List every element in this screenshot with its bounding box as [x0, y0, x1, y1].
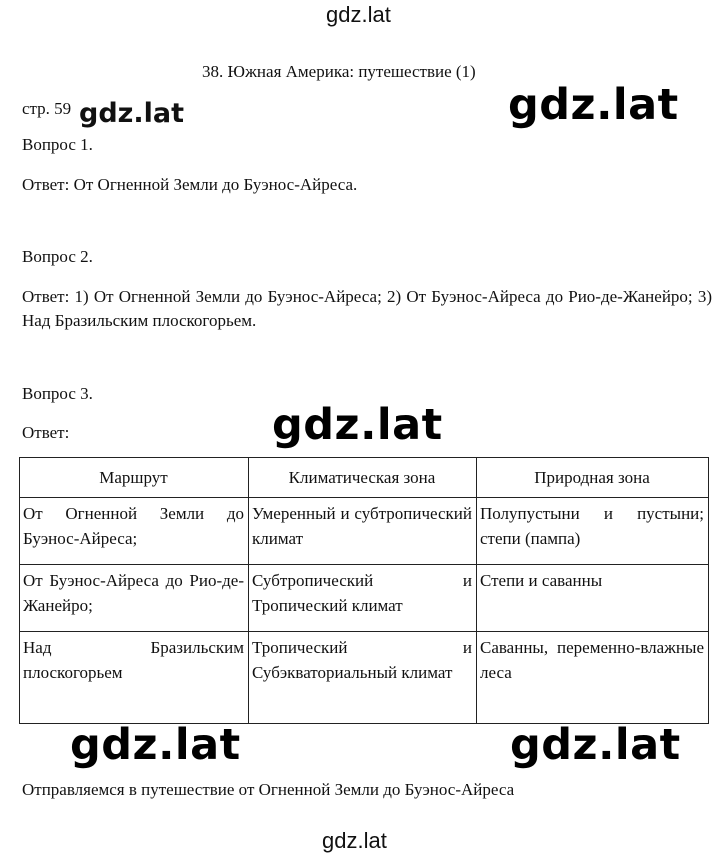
page-reference: стр. 59: [22, 99, 72, 118]
question-3-answer: Ответ:: [22, 423, 70, 442]
watermark-right: gdz.lat: [508, 80, 679, 130]
watermark-footer: gdz.lat: [322, 828, 387, 853]
closing-text: Отправляемся в путешествие от Огненной Земли до Буэнос-Айреса: [22, 780, 515, 799]
table-cell-natural-zone: Саванны, переменно-влажные леса: [477, 632, 709, 724]
table-cell-route: От Огненной Земли до Буэнос-Айреса;: [20, 498, 249, 565]
watermark-center: gdz.lat: [272, 400, 443, 450]
table-header-natural-zone: Природная зона: [477, 458, 709, 498]
table-header-climate: Климатическая зона: [249, 458, 477, 498]
watermark-top: gdz.lat: [326, 2, 391, 27]
table-row: [20, 632, 709, 724]
table-cell-climate: Тропический и Субэкваториальный климат: [249, 632, 477, 724]
table-header-route: Маршрут: [20, 458, 249, 498]
watermark-bottom-right: gdz.lat: [510, 720, 681, 770]
question-2-label: Вопрос 2.: [22, 247, 93, 266]
table-row: [20, 498, 709, 565]
watermark-bottom-left: gdz.lat: [70, 720, 241, 770]
table-cell-climate: Умеренный и субтропический климат: [249, 498, 477, 565]
question-1-label: Вопрос 1.: [22, 135, 93, 154]
page-title: 38. Южная Америка: путешествие (1): [202, 62, 476, 81]
question-3-label: Вопрос 3.: [22, 384, 93, 403]
table-cell-route: От Буэнос-Айреса до Рио-де-Жанейро;: [20, 565, 249, 632]
table-cell-route: Над Бразильским плоскогорьем: [20, 632, 249, 724]
table-cell-natural-zone: Степи и саванны: [477, 565, 709, 632]
question-1-answer: Ответ: От Огненной Земли до Буэнос-Айреса.: [22, 175, 358, 194]
route-table: [19, 457, 709, 724]
table-cell-natural-zone: Полупустыни и пустыни; степи (пампа): [477, 498, 709, 565]
table-row: [20, 565, 709, 632]
table-cell-climate: Субтропический и Тропический климат: [249, 565, 477, 632]
table-header-row: [20, 458, 709, 498]
watermark-inline: gdz.lat: [79, 98, 185, 129]
question-2-answer: Ответ: 1) От Огненной Земли до Буэнос-Айреса; 2) От Буэнос-Айреса до Рио-де-Жанейро; 3) Над Бразильским плоскогорьем.: [22, 287, 712, 330]
